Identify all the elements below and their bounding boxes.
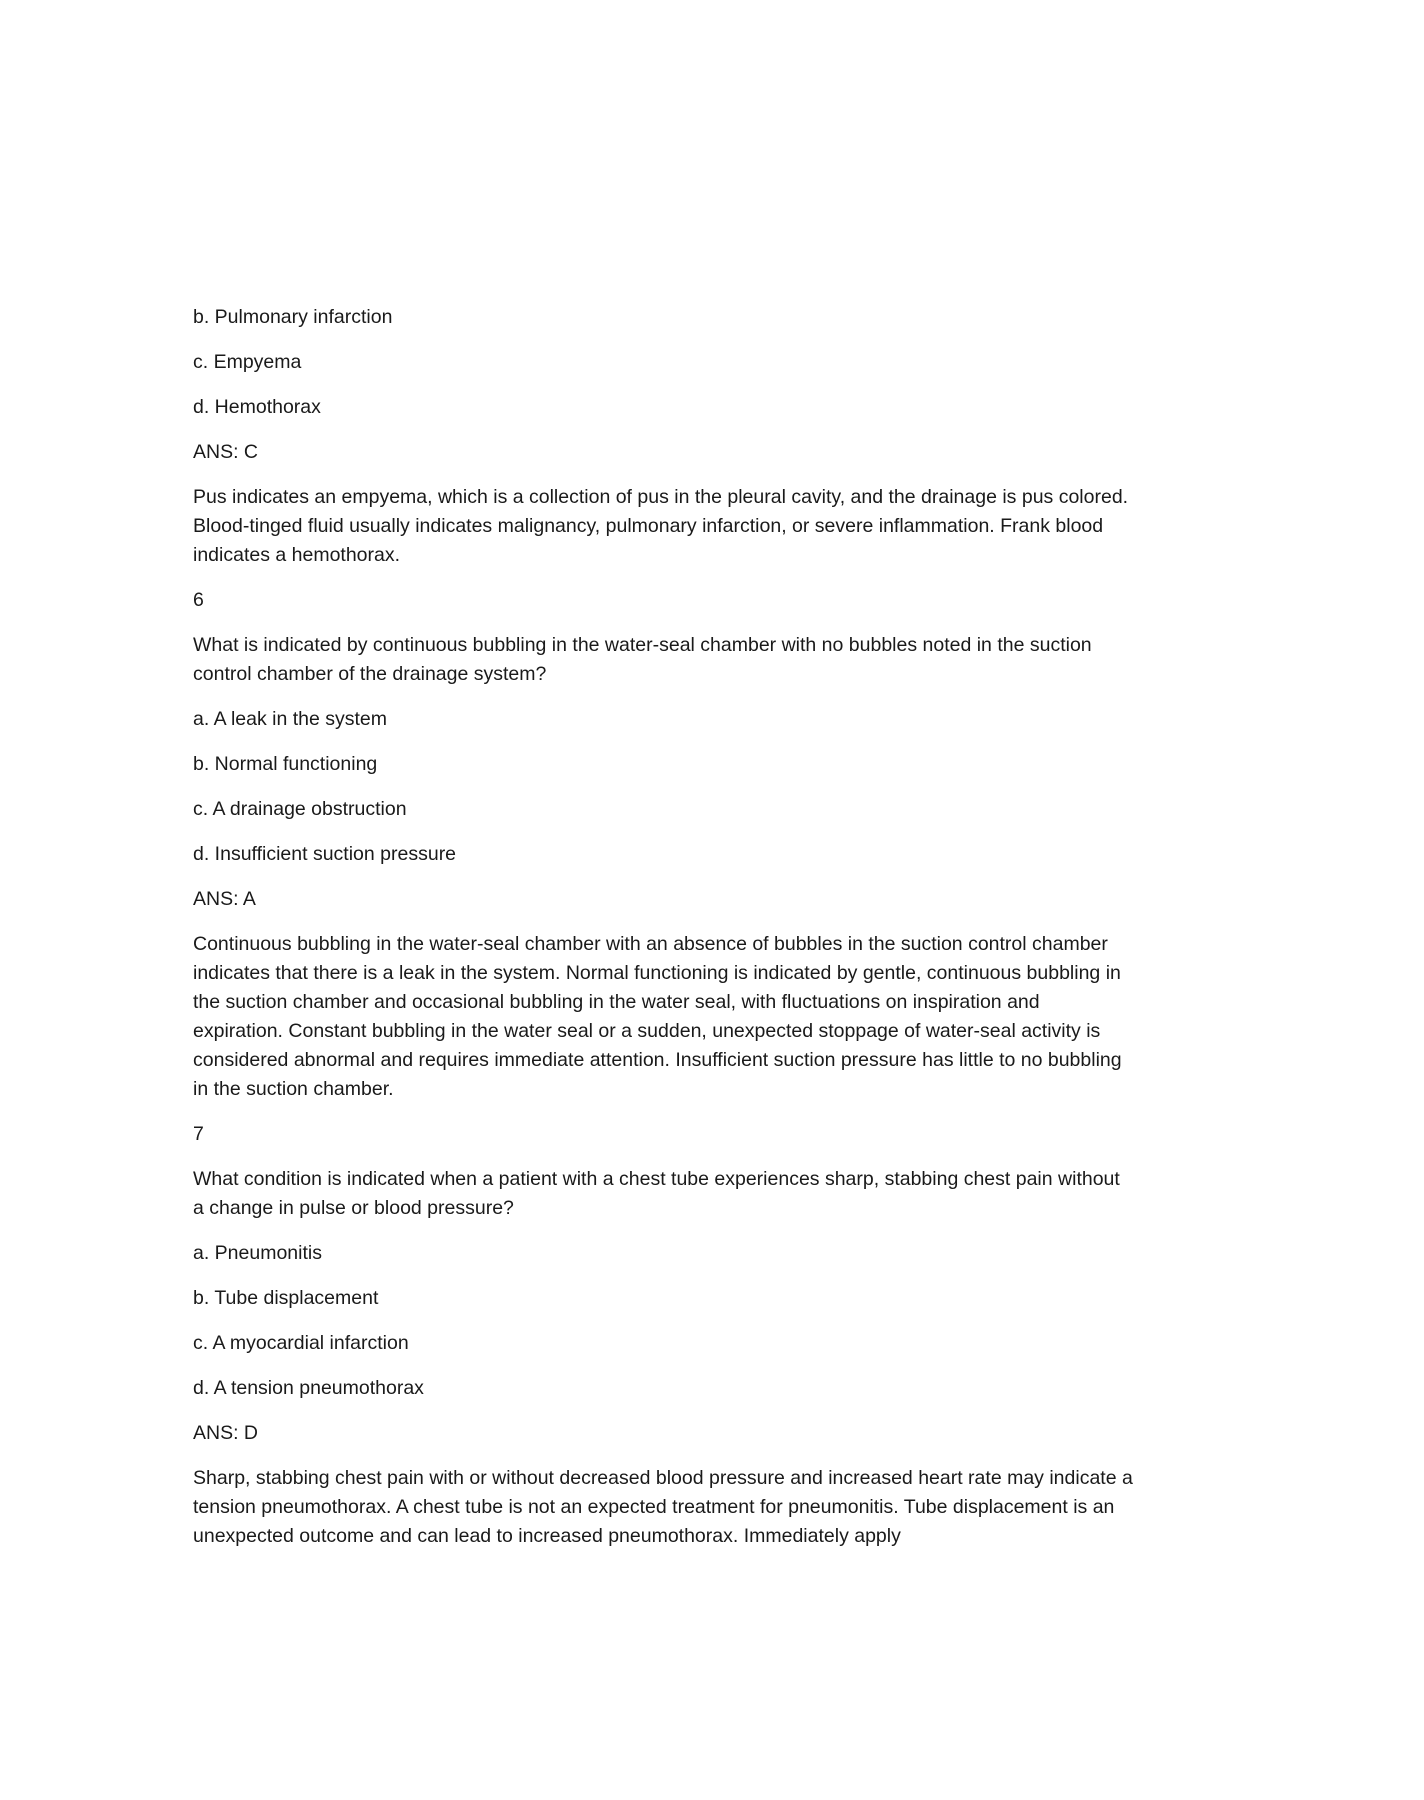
question-text: What condition is indicated when a patient with a chest tube experiences sharp, stabbing chest pain without a change in pulse or blood pressure? <box>193 1168 1120 1219</box>
option-b: b. Normal functioning <box>193 753 378 775</box>
option-a: a. A leak in the system <box>193 708 388 730</box>
option-c: c. A myocardial infarction <box>193 1332 409 1354</box>
question-text: What is indicated by continuous bubbling in the water-seal chamber with no bubbles noted in the suction control chamber of the drainage system? <box>193 634 1092 685</box>
answer-label: ANS: C <box>193 441 259 463</box>
option-d: d. Insufficient suction pressure <box>193 843 457 865</box>
option-c: c. A drainage obstruction <box>193 798 407 820</box>
option-d: d. A tension pneumothorax <box>193 1377 424 1399</box>
answer-label: ANS: A <box>193 888 256 910</box>
option-b: b. Tube displacement <box>193 1287 379 1309</box>
question-number: 7 <box>193 1123 204 1145</box>
option-b: b. Pulmonary infarction <box>193 306 393 328</box>
option-a: a. Pneumonitis <box>193 1242 322 1264</box>
rationale-paragraph: Continuous bubbling in the water-seal chamber with an absence of bubbles in the suction control chamber indicates that there is a leak in the system. Normal functioning is indicated by gentle, continuous bubbling in the suction chamber and occasional bubbling in the water seal, with fluctuations on inspiration and expiration. Constant bubbling in the water seal or a sudden, unexpected stoppage of water-seal activity is considered abnormal and requires immediate attention. Insufficient suction pressure has little to no bubbling in the suction chamber. <box>193 933 1122 1100</box>
answer-label: ANS: D <box>193 1422 259 1444</box>
rationale-paragraph: Sharp, stabbing chest pain with or without decreased blood pressure and increased heart rate may indicate a tension pneumothorax. A chest tube is not an expected treatment for pneumonitis. Tube displacement is an unexpected outcome and can lead to increased pneumothorax. Immediately apply <box>193 1467 1133 1547</box>
option-d: d. Hemothorax <box>193 396 321 418</box>
option-c: c. Empyema <box>193 351 302 373</box>
document-page <box>193 303 1133 1567</box>
rationale-paragraph: Pus indicates an empyema, which is a collection of pus in the pleural cavity, and the drainage is pus colored. Blood-tinged fluid usually indicates malignancy, pulmonary infarction, or severe inflammation. Frank blood indicates a hemothorax. <box>193 486 1129 566</box>
question-number: 6 <box>193 589 204 611</box>
